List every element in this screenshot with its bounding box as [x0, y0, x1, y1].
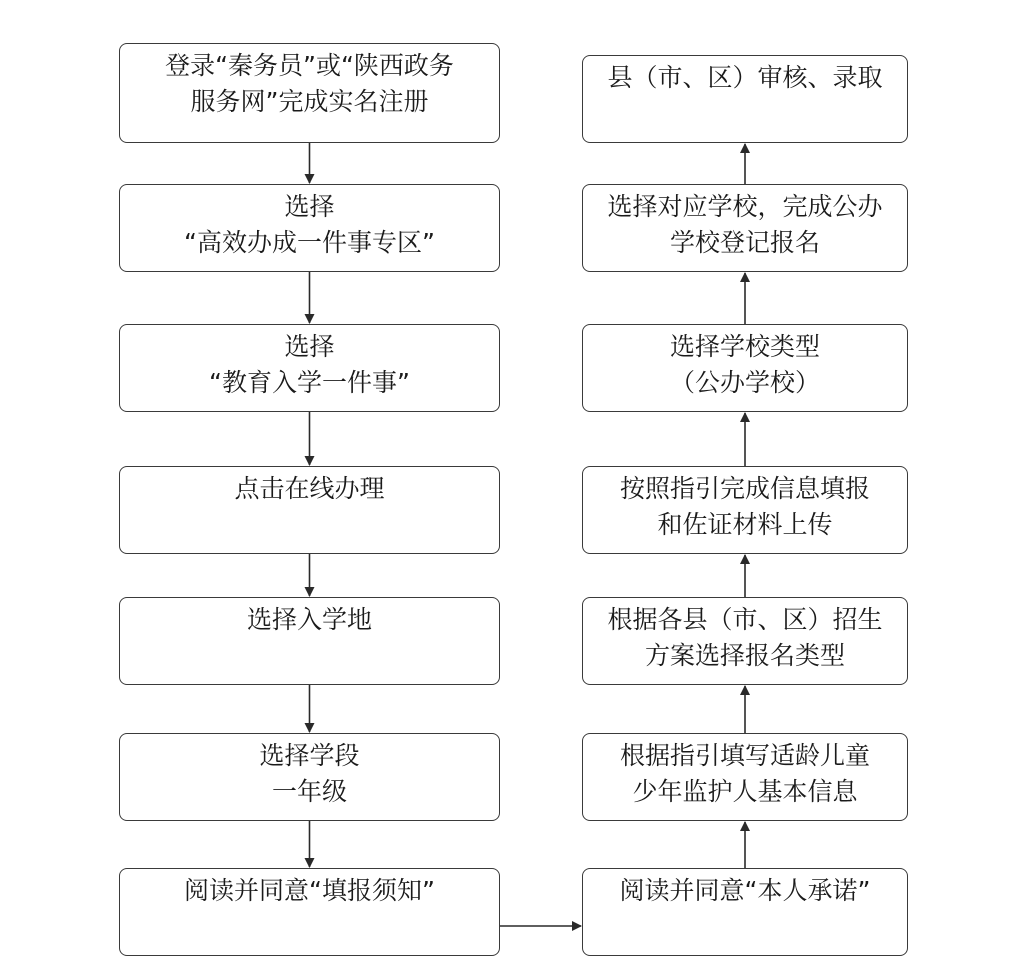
step-text-line: 服务网”完成实名注册 [190, 87, 429, 116]
step-select-signup-type [582, 597, 908, 685]
step-select-location [119, 597, 500, 685]
step-text-line: 根据各县（市、区）招生 [607, 605, 883, 634]
step-text-line: 阅读并同意“填报须知” [184, 876, 435, 905]
step-fill-guardian [582, 733, 908, 821]
step-read-commitment [582, 868, 908, 956]
step-text-line: 选择对应学校，完成公办 [607, 192, 883, 221]
step-text-line: 按照指引完成信息填报 [619, 474, 870, 503]
step-text-line: 一年级 [271, 777, 347, 806]
step-read-notice [119, 868, 500, 956]
step-fill-info [582, 466, 908, 554]
step-text-line: 根据指引填写适龄儿童 [619, 741, 870, 770]
step-text-line: （公办学校） [669, 368, 820, 397]
step-text-line: 选择入学地 [246, 605, 372, 634]
step-text-line: 选择 [284, 332, 335, 361]
step-select-zone [119, 184, 500, 272]
step-text-line: “教育入学一件事” [209, 368, 410, 397]
step-select-education [119, 324, 500, 412]
step-register-school [582, 184, 908, 272]
step-text-line: 县（市、区）审核、录取 [607, 63, 883, 92]
step-text-line: 学校登记报名 [669, 228, 820, 257]
step-text-line: 选择学段 [259, 741, 360, 770]
step-text-line: 选择学校类型 [669, 332, 820, 361]
step-select-stage [119, 733, 500, 821]
step-text-line: 选择 [284, 192, 335, 221]
step-text-line: 阅读并同意“本人承诺” [619, 876, 871, 905]
step-text-line: 和佐证材料上传 [657, 510, 833, 539]
step-text-line: 点击在线办理 [234, 474, 385, 503]
step-text-line: 登录“秦务员”或“陕西政务 [165, 51, 454, 80]
step-text-line: 少年监护人基本信息 [632, 777, 858, 806]
step-text-line: “高效办成一件事专区” [184, 228, 435, 257]
step-online-handle [119, 466, 500, 554]
step-review-admit [582, 55, 908, 143]
step-school-type [582, 324, 908, 412]
step-register [119, 43, 500, 143]
step-text-line: 方案选择报名类型 [644, 641, 845, 670]
